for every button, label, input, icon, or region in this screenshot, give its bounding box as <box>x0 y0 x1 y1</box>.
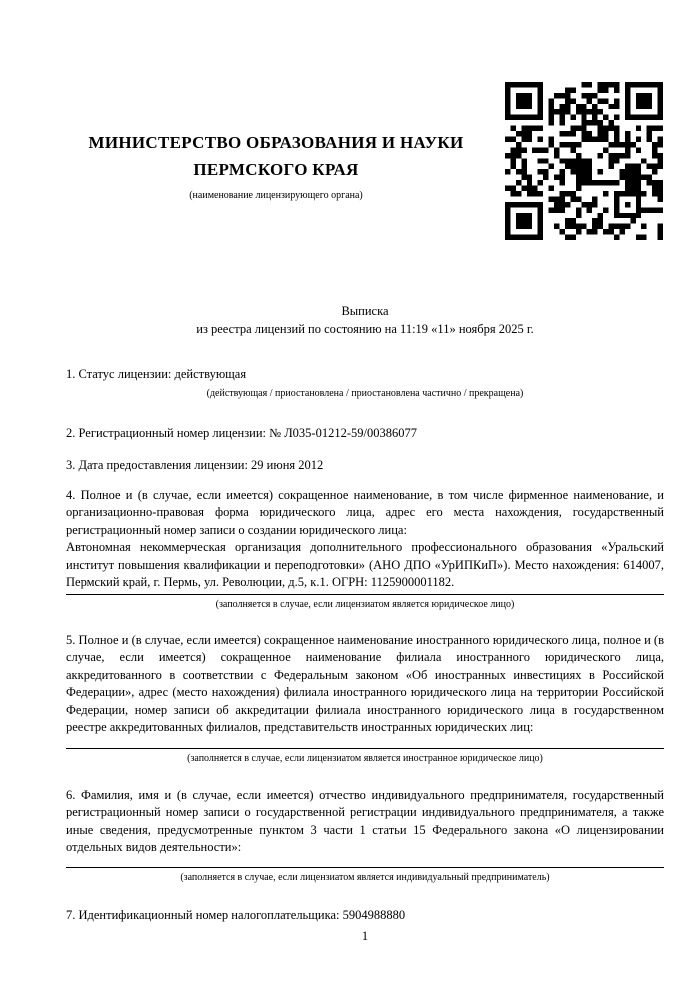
ministry-caption: (наименование лицензирующего органа) <box>189 190 363 201</box>
document-title-line1: Выписка <box>341 304 389 318</box>
item-foreign-entity-caption: (заполняется в случае, если лицензиатом является иностранное юридическое лицо) <box>187 752 543 764</box>
item-foreign-entity <box>66 632 664 765</box>
fill-in-line <box>66 867 664 868</box>
item-legal-entity-value: Автономная некоммерческая организация дополнительного профессионального образования «Уральский институт повышения квалификации и переподготовки» (АНО ДПО «УрИПКиП»). Место нахождения: 614007, Пермский край, г. Пермь, ул. Революции, д.5, к.1. ОГРН: 1125900001182. <box>66 540 664 589</box>
item-entrepreneur-caption: (заполняется в случае, если лицензиатом является индивидуальный предприниматель) <box>180 871 550 883</box>
document-title <box>66 303 664 338</box>
qr-code-icon <box>505 82 663 240</box>
item-legal-entity <box>66 487 664 611</box>
item-entrepreneur <box>66 787 664 884</box>
item-grant-date: 3. Дата предоставления лицензии: 29 июня 2012 <box>66 458 324 472</box>
item-legal-entity-label: 4. Полное и (в случае, если имеется) сокращенное наименование, в том числе фирменное наименование, и организационно-правовая форма юридического лица, адрес его места нахождения, государственный регистрационный номер записи о создании юридического лица: <box>66 487 664 537</box>
document-body <box>66 303 664 924</box>
ministry-name <box>64 129 488 183</box>
item-license-status-caption: (действующая / приостановлена / приостановлена частично / прекращена) <box>206 387 524 399</box>
ministry-name-line2: ПЕРМСКОГО КРАЯ <box>193 160 359 179</box>
item-legal-entity-caption: (заполняется в случае, если лицензиатом является юридическое лицо) <box>215 598 515 610</box>
ministry-name-line1: МИНИСТЕРСТВО ОБРАЗОВАНИЯ И НАУКИ <box>88 133 464 152</box>
item-registration-number: 2. Регистрационный номер лицензии: № Л035-01212-59/00386077 <box>66 425 417 440</box>
item-entrepreneur-label: 6. Фамилия, имя и (в случае, если имеется) отчество индивидуального предпринимателя, государственный регистрационный номер записи о государственной регистрации индивидуального предпринимателя, а также иные сведения, предусмотренные пунктом 3 части 1 статьи 15 Федерального закона «О лицензировании отдельных видов деятельности»: <box>66 787 664 854</box>
ministry-header <box>64 129 488 202</box>
item-license-status: 1. Статус лицензии: действующая <box>66 367 247 381</box>
item-foreign-entity-label: 5. Полное и (в случае, если имеется) сокращенное наименование иностранного юридического лица, полное и (в случае, если имеется) сокращенное наименование филиала иностранного юридического лица, аккредитованного в соответствии с Федеральным законом «Об иностранных инвестициях в Российской Федерации», адрес (место нахождения) филиала иностранного юридического лица на территории Российской Федерации, номер записи об аккредитации филиала иностранного юридического лица в государственном реестре аккредитованных филиалов, представительств иностранных юридических лиц: <box>66 632 664 734</box>
page-number: 1 <box>361 929 369 943</box>
fill-in-line <box>66 594 664 595</box>
fill-in-line <box>66 748 664 749</box>
document-title-line2: из реестра лицензий по состоянию на 11:19 «11» ноября 2025 г. <box>196 321 534 336</box>
item-inn: 7. Идентификационный номер налогоплательщика: 5904988880 <box>66 907 406 922</box>
